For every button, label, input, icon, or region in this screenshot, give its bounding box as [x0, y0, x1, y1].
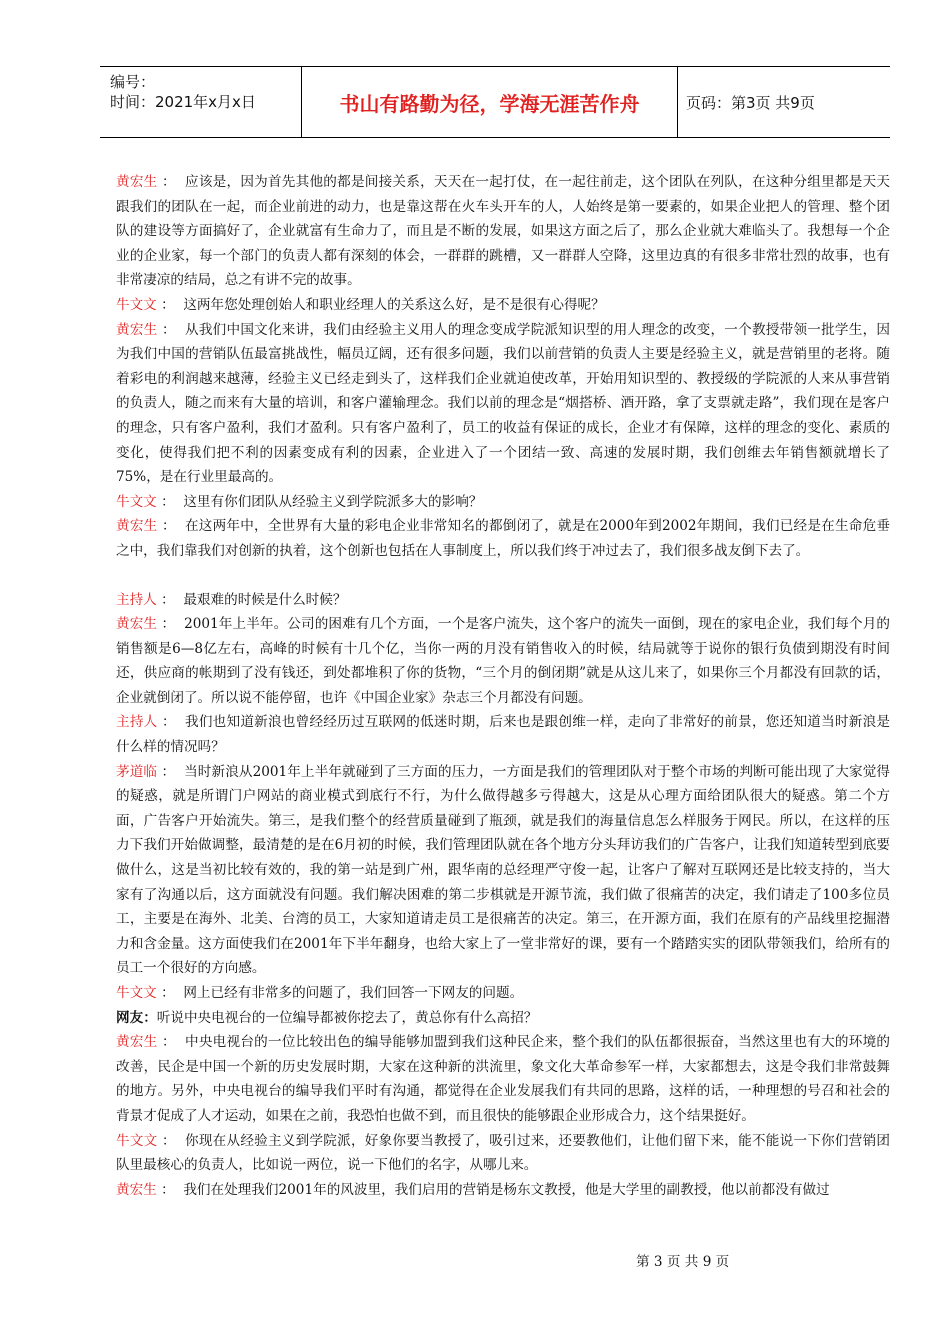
page-header: [100, 66, 890, 138]
dialogue-paragraph: [116, 1178, 890, 1203]
speaker-separator: ：: [157, 763, 185, 780]
dialogue-paragraph: [116, 760, 890, 981]
dialogue-text: 听说中央电视台的一位编导都被你挖去了，黄总你有什么高招？: [156, 1009, 538, 1026]
speaker-name: 黄宏生: [116, 518, 158, 535]
paragraph-gap: [116, 564, 890, 588]
dialogue-text: 中央电视台的一位比较出色的编导能够加盟到我们这种民企来，整个我们的队伍都很振奋，当然这里也有大的环境的改善，民企是中国一个新的历史发展时期，大家在这种新的洪流里，象文化大革命参军一样，大家都想去，这是令我们非常鼓舞的地方。另外，中央电视台的编导我们平时有沟通，都觉得在企业发展我们有共同的思路，这样的话，一种理想的号召和社会的背景才促成了人才运动，如果在之前，我恐怕也做不到，而且很快的能够跟企业形成合力，这个结果挺好。: [116, 1034, 891, 1124]
speaker-separator: ：: [157, 174, 185, 190]
dialogue-paragraph: [116, 293, 890, 318]
dialogue-text: 当时新浪从2001年上半年就碰到了三方面的压力，一方面是我们的管理团队对于整个市场的判断可能出现了大家觉得的疑惑，就是所谓门户网站的商业模式到底行不行，为什么做得越多亏得越大，这是从心理方面给团队很大的疑惑。第二个方面，广告客户开始流失。第三，是我们整个的经营质量碰到了瓶颈，就是我们的海量信息怎么样服务于网民。所以，在这样的压力下我们开始做调整，最清楚的是在6月初的时候，我们管理团队就在各个地方分头拜访我们的广告客户，让我们知道转型到底要做什么，这是当初比较有效的，我的第一站是到广州，跟华南的总经理严守俊一起，让客户了解对互联网还是比较支持的，当大家有了沟通以后，这方面就没有问题。我们解决困难的第二步棋就是开源节流，我们做了很痛苦的决定，我们请走了100多位员工，主要是在海外、北美、台湾的员工，大家知道请走员工是很痛苦的决定。第三，在开源方面，我们在原有的产品线里挖掘潜力和含金量。这方面使我们在2001年下半年翻身，也给大家上了一堂非常好的课，要有一个踏踏实实的团队带领我们，给所有的员工一个很好的方向感。: [116, 763, 891, 977]
speaker-name: 黄宏生: [116, 1181, 157, 1198]
speaker-name: 牛文文: [116, 985, 157, 1001]
speaker-name: 牛文文: [116, 296, 157, 313]
speaker-name: 茅道临: [116, 763, 158, 780]
dialogue-paragraph: [116, 170, 890, 293]
dialogue-paragraph: [116, 1129, 890, 1178]
number-label: 编号：: [110, 73, 156, 91]
time-label: 时间：2021年x月x日: [110, 93, 256, 111]
speaker-name: 黄宏生: [116, 321, 158, 338]
speaker-separator: ：: [157, 321, 185, 338]
dialogue-text: 最艰难的时候是什么时候？: [183, 591, 347, 608]
dialogue-text: 网上已经有非常多的问题了，我们回答一下网友的问题。: [183, 985, 524, 1001]
speaker-name: 黄宏生: [116, 174, 158, 190]
page-footer: 第 3 页 共 9 页: [636, 1254, 730, 1270]
speaker-separator: ：: [156, 985, 184, 1001]
speaker-name: 黄宏生: [116, 616, 158, 633]
dialogue-paragraph: [116, 1030, 890, 1128]
dialogue-paragraph: [116, 981, 890, 1006]
dialogue-text: 这两年您处理创始人和职业经理人的关系这么好，是不是很有心得呢？: [183, 296, 605, 313]
header-motto: 书山有路勤为径，学海无涯苦作舟: [302, 67, 678, 137]
speaker-separator: ：: [156, 296, 184, 313]
dialogue-paragraph: [116, 318, 890, 490]
speaker-name: 主持人: [116, 591, 157, 608]
dialogue-text: 从我们中国文化来讲，我们由经验主义用人的理念变成学院派知识型的用人理念的改变，一个教授带领一批学生，因为我们中国的营销队伍最富挑战性，幅员辽阔，还有很多问题，我们以前营销的负责人主要是经验主义，就是营销里的老将。随着彩电的利润越来越薄，经验主义已经走到头了，这样我们企业就迫使改革，开始用知识型的、教授级的学院派的人来从事营销的负责人，随之而来有大量的培训，和客户灌输理念。我们以前的理念是“烟搭桥、酒开路，拿了支票就走路”，我们现在是客户的理念，只有客户盈利，我们才盈利。只有客户盈利了，员工的收益有保证的成长，企业才有保障，这样的理念的变化、素质的变化，使得我们把不利的因素变成有利的因素，企业进入了一个团结一致、高速的发展时期，我们创维去年销售额就增长了75%，是在行业里最高的。: [116, 321, 891, 486]
dialogue-paragraph: [116, 710, 890, 759]
dialogue-text: 应该是，因为首先其他的都是间接关系，天天在一起打仗，在一起往前走，这个团队在列队，在这种分组里都是天天跟我们的团队在一起，而企业前进的动力，也是靠这帮在火车头开车的人，人始终是第一要素的，如果企业把人的管理、整个团队的建设等方面搞好了，企业就富有生命力了，而且是不断的发展，如果这方面之后了，那么企业就大难临头了。我想每一个企业的企业家，每一个部门的负责人都有深刻的体会，一群群的跳槽，又一群群人空降，这里边真的有很多非常壮烈的故事，也有非常凄凉的结局，总之有讲不完的故事。: [116, 174, 891, 289]
dialogue-text: 你现在从经验主义到学院派，好象你要当教授了，吸引过来，还要教他们，让他们留下来，能不能说一下你们营销团队里最核心的负责人，比如说一两位，说一下他们的名字，从哪儿来。: [116, 1132, 891, 1174]
speaker-name: 黄宏生: [116, 1034, 158, 1051]
dialogue-text: 在这两年中，全世界有大量的彩电企业非常知名的都倒闭了，就是在2000年到2002年期间，我们已经是在生命危垂之中，我们靠我们对创新的执着，这个创新也包括在人事制度上，所以我们终于冲过去了，我们很多战友倒下去了。: [116, 518, 891, 559]
speaker-separator: ：: [156, 591, 184, 608]
speaker-separator: ：: [157, 1132, 185, 1149]
document-body: [116, 170, 890, 1202]
speaker-name: 网友: [116, 1009, 144, 1026]
speaker-separator: ：: [157, 518, 185, 535]
speaker-separator: ：: [156, 1181, 184, 1198]
speaker-name: 主持人: [116, 714, 158, 731]
dialogue-text: 我们也知道新浪也曾经经历过互联网的低迷时期，后来也是跟创维一样，走向了非常好的前景，您还知道当时新浪是什么样的情况吗？: [116, 714, 891, 756]
dialogue-text: 这里有你们团队从经验主义到学院派多大的影响？: [183, 493, 483, 510]
dialogue-text: 我们在处理我们2001年的风波里，我们启用的营销是杨东文教授，他是大学里的副教授，他以前都没有做过: [183, 1181, 830, 1198]
header-meta: [100, 67, 302, 137]
dialogue-paragraph: [116, 490, 890, 515]
dialogue-paragraph: [116, 1006, 890, 1031]
dialogue-text: 2001年上半年。公司的困难有几个方面，一个是客户流失，这个客户的流失一面倒，现在的家电企业，我们每个月的销售额是6—8亿左右，高峰的时候有十几个亿，当你一两的月没有销售收入的时候，结局就等于说你的银行负债到期没有时间还，供应商的帐期到了没有钱还，到处都堆积了你的货物，“三个月的倒闭期”就是从这儿来了，如果你三个月都没有回款的话，企业就倒闭了。所以说不能停留，也许《中国企业家》杂志三个月都没有问题。: [116, 616, 891, 706]
header-page-info: 页码：第3页 共9页: [686, 93, 815, 112]
dialogue-paragraph: [116, 588, 890, 613]
speaker-name: 牛文文: [116, 493, 157, 510]
speaker-separator: ：: [143, 1009, 157, 1026]
speaker-name: 牛文文: [116, 1132, 158, 1149]
dialogue-paragraph: [116, 514, 890, 563]
speaker-separator: ：: [157, 714, 185, 731]
speaker-separator: ：: [156, 493, 184, 510]
dialogue-paragraph: [116, 612, 890, 710]
speaker-separator: ：: [157, 1034, 185, 1051]
speaker-separator: ：: [157, 616, 185, 633]
